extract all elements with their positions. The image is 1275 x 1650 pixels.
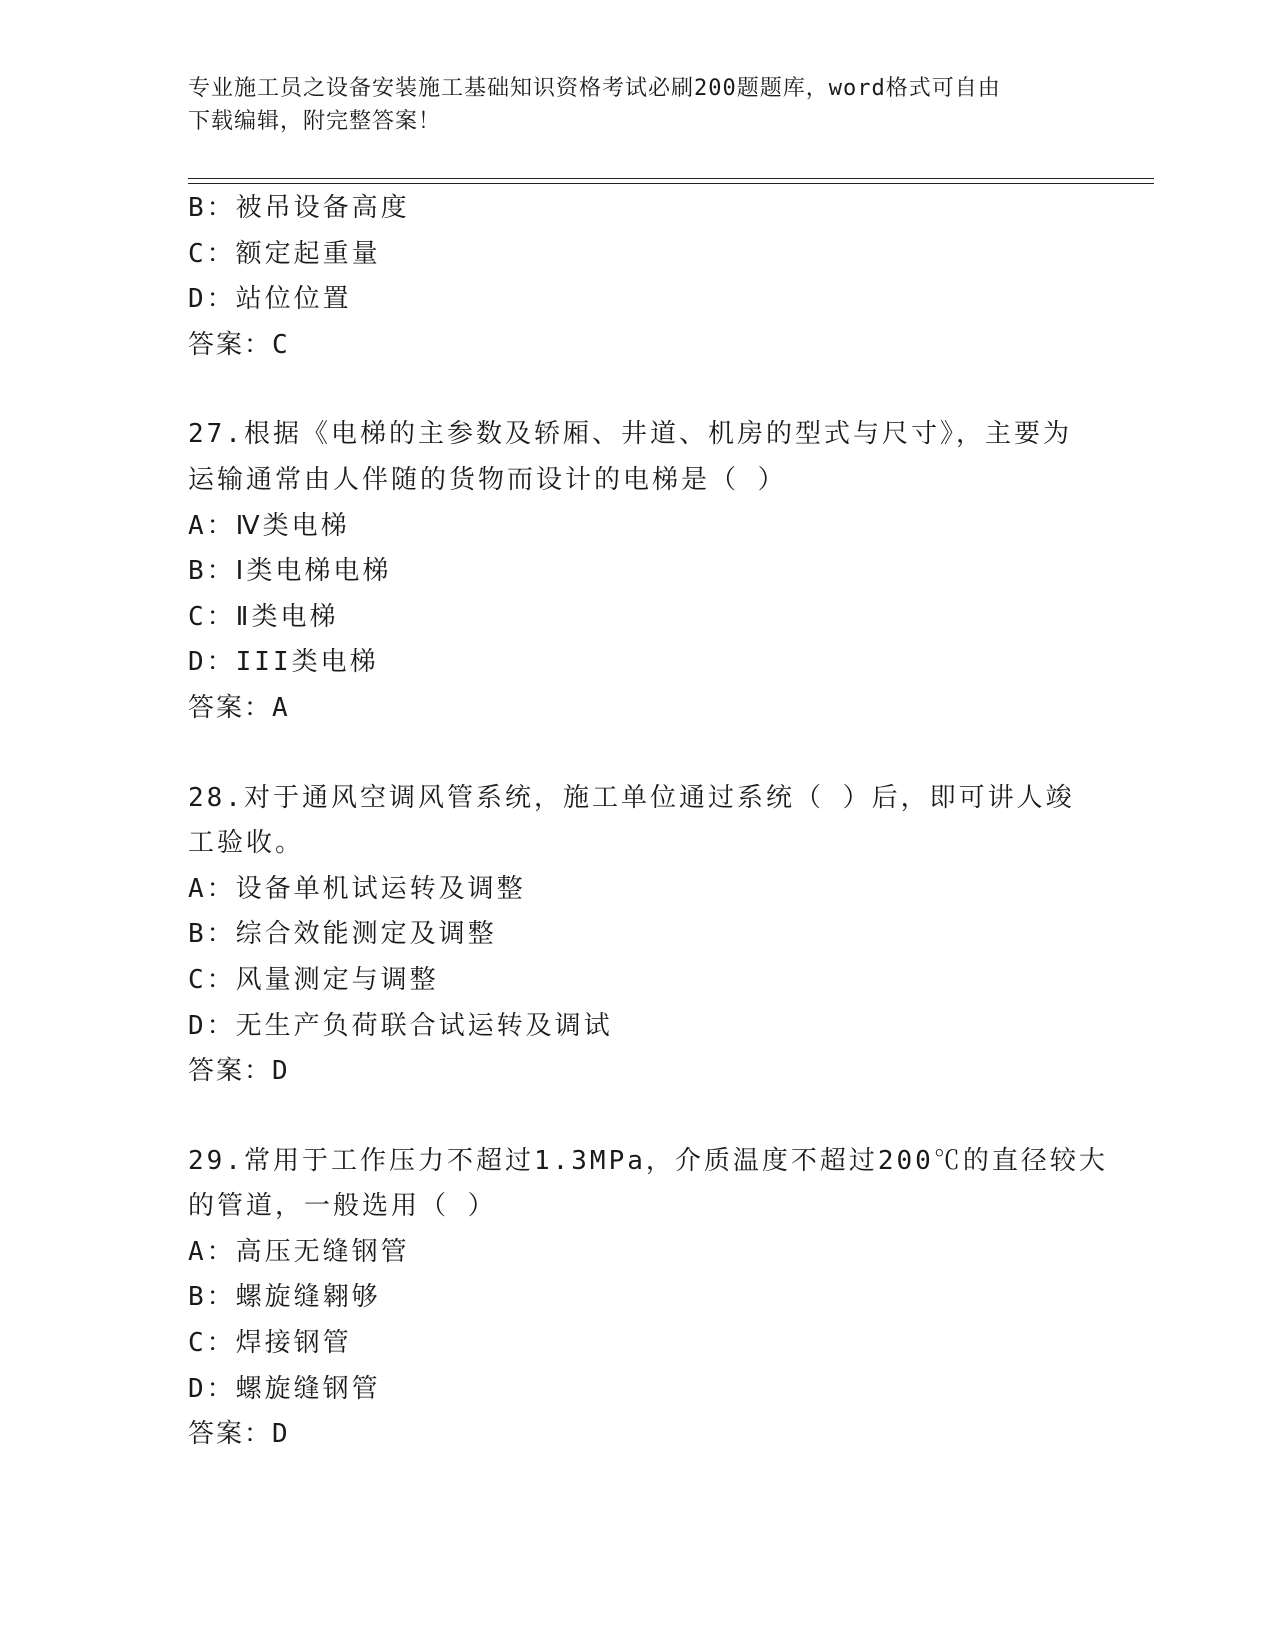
question-stem-line-1: 29.常用于工作压力不超过1.3MPa，介质温度不超过200℃的直径较大 — [188, 1145, 1108, 1176]
option-d: D：无生产负荷联合试运转及调试 — [188, 1010, 613, 1041]
option-d: D：站位位置 — [188, 284, 352, 315]
question-26 — [188, 186, 1088, 368]
option-c: C：额定起重量 — [188, 238, 381, 269]
option-a: A：高压无缝钢管 — [188, 1236, 410, 1267]
option-c: C：风量测定与调整 — [188, 964, 439, 995]
page-header — [188, 72, 1068, 138]
question-stem-line-1: 28.对于通风空调风管系统，施工单位通过系统（ ）后，即可讲人竣 — [188, 782, 1075, 813]
option-b: B：被吊设备高度 — [188, 193, 410, 223]
option-a: A：设备单机试运转及调整 — [188, 873, 526, 904]
header-line-1: 专业施工员之设备安装施工基础知识资格考试必刷200题题库，word格式可自由 — [188, 76, 1001, 101]
answer: 答案：A — [188, 692, 290, 723]
question-29 — [188, 1139, 1108, 1458]
header-divider-bottom — [188, 183, 1154, 184]
option-d: D：螺旋缝钢管 — [188, 1373, 381, 1404]
option-b: B：Ⅰ类电梯电梯 — [188, 556, 392, 587]
question-28 — [188, 776, 1088, 1095]
answer: 答案：D — [188, 1419, 290, 1450]
question-list — [188, 186, 1108, 1458]
question-stem-line-2: 运输通常由人伴随的货物而设计的电梯是（ ） — [188, 464, 787, 495]
answer: 答案：D — [188, 1056, 290, 1087]
header-line-2: 下载编辑，附完整答案！ — [188, 109, 442, 134]
question-stem-line-2: 工验收。 — [188, 828, 305, 859]
option-c: C：焊接钢管 — [188, 1328, 352, 1359]
option-c: C：Ⅱ类电梯 — [188, 601, 339, 632]
answer: 答案：C — [188, 329, 290, 360]
option-b: B：综合效能测定及调整 — [188, 919, 497, 950]
question-27 — [188, 412, 1088, 731]
question-stem-line-1: 27.根据《电梯的主参数及轿厢、井道、机房的型式与尺寸》，主要为 — [188, 419, 1072, 450]
header-divider-top — [188, 178, 1154, 179]
question-stem-line-2: 的管道，一般选用（ ） — [188, 1191, 497, 1222]
option-d: D：III类电梯 — [188, 647, 379, 678]
option-a: A：Ⅳ类电梯 — [188, 510, 350, 541]
option-b: B：螺旋缝翱够 — [188, 1282, 381, 1313]
